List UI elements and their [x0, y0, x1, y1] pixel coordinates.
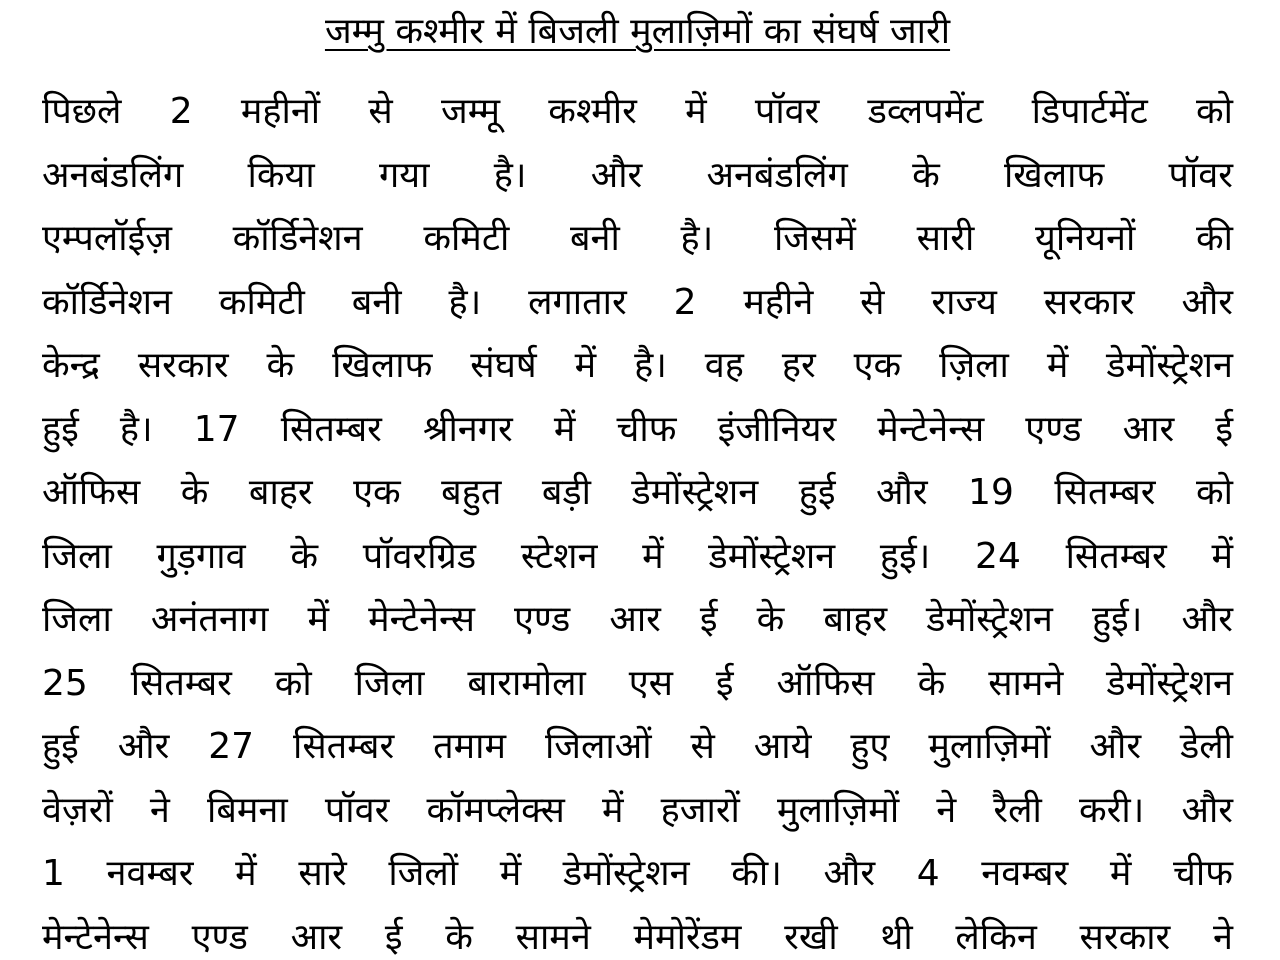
body-line: जिला गुड़गाव के पॉवरग्रिड स्टेशन में डेमोंस्ट्रेशन हुई। 24 सितम्बर में	[42, 535, 1233, 577]
body-line: कॉर्डिनेशन कमिटी बनी है। लगातार 2 महीने से राज्य सरकार और	[42, 281, 1233, 323]
body-line: अनबंडलिंग किया गया है। और अनबंडलिंग के खिलाफ पॉवर	[42, 154, 1233, 196]
document-title	[42, 0, 1233, 50]
body-line: 1 नवम्बर में सारे जिलों में डेमोंस्ट्रेशन की। और 4 नवम्बर में चीफ	[42, 853, 1233, 894]
body-line: मेन्टेनेन्स एण्ड आर ई के सामने मेमोरेंडम रखी थी लेकिन सरकार ने	[42, 916, 1233, 958]
body-line: हुई है। 17 सितम्बर श्रीनगर में चीफ इंजीनियर मेन्टेनेन्स एण्ड आर ई	[42, 408, 1233, 450]
body-line: ऑफिस के बाहर एक बहुत बड़ी डेमोंस्ट्रेशन हुई और 19 सितम्बर को	[42, 472, 1233, 513]
body-line: हुई और 27 सितम्बर तमाम जिलाओं से आये हुए मुलाज़िमों और डेली	[42, 726, 1233, 767]
document-body	[42, 80, 1233, 960]
body-line: पिछले 2 महीनों से जम्मू कश्मीर में पॉवर डव्लपमेंट डिपार्टमेंट को	[42, 91, 1233, 132]
body-line: वेज़रों ने बिमना पॉवर कॉमप्लेक्स में हजारों मुलाज़िमों ने रैली करी। और	[42, 789, 1233, 831]
body-line: एम्पलॉईज़ कॉर्डिनेशन कमिटी बनी है। जिसमें सारी यूनियनों की	[42, 218, 1233, 259]
body-line: जिला अनंतनाग में मेन्टेनेन्स एण्ड आर ई के बाहर डेमोंस्ट्रेशन हुई। और	[42, 599, 1233, 640]
body-line: केन्द्र सरकार के खिलाफ संघर्ष में है। वह हर एक ज़िला में डेमोंस्ट्रेशन	[42, 345, 1233, 386]
document-title-text: जम्मु कश्मीर में बिजली मुलाज़िमों का संघर्ष जारी	[324, 11, 951, 52]
body-line: 25 सितम्बर को जिला बारामोला एस ई ऑफिस के सामने डेमोंस्ट्रेशन	[42, 662, 1233, 704]
